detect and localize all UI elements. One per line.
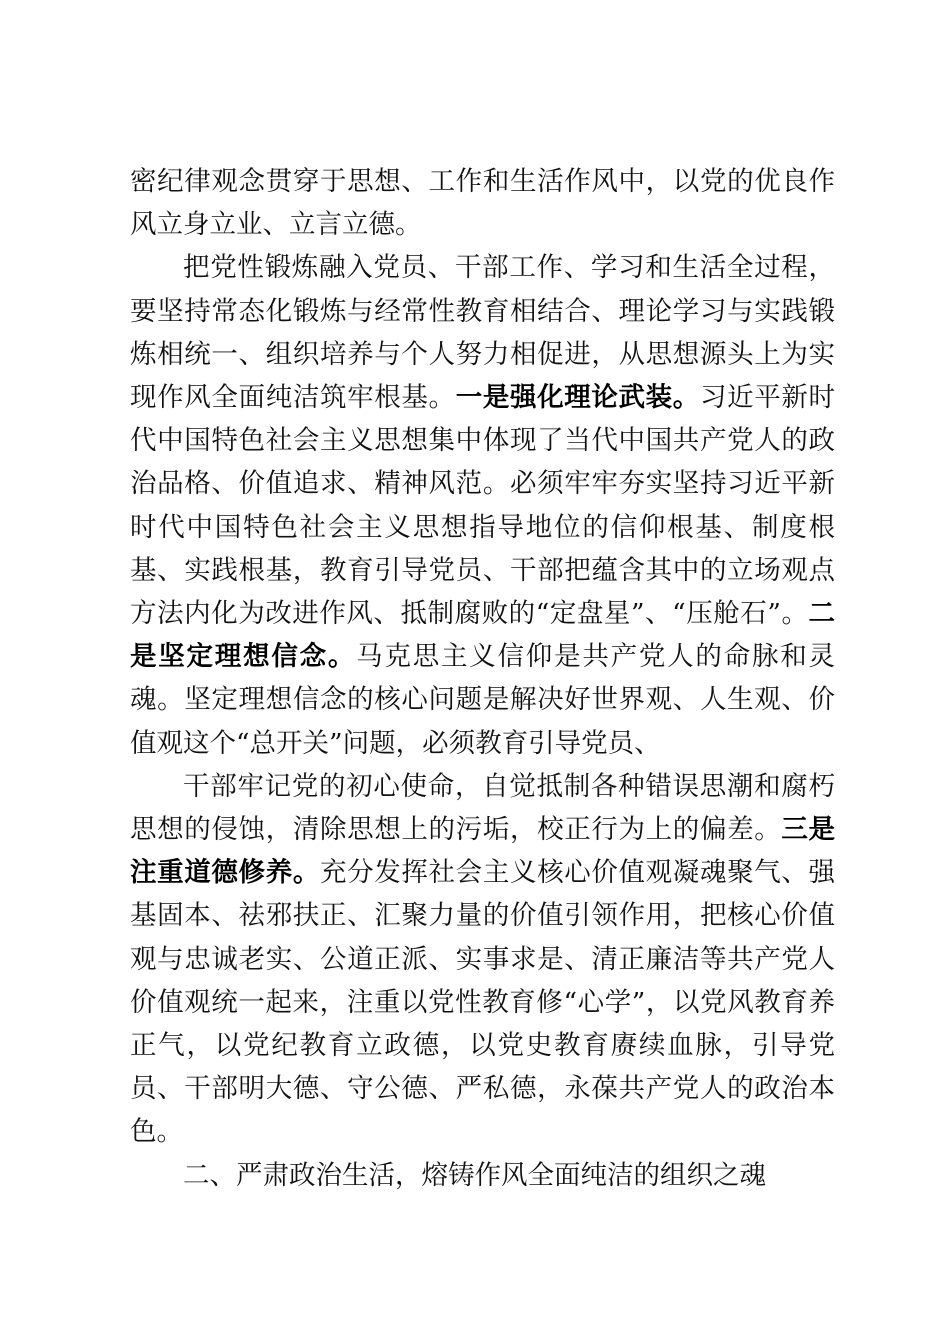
paragraph-3-intro: 干部牢记党的初心使命，自觉抵制各种错误思潮和腐朽思想的侵蚀，清除思想上的污垢，校正行为上的偏差。 <box>130 770 835 846</box>
section-heading-text: 二、严肃政治生活，熔铸作风全面纯洁的组织之魂 <box>183 1159 766 1191</box>
point-two-heading: 二是坚定理想信念。 <box>130 598 835 673</box>
point-one-text: 习近平新时代中国特色社会主义思想集中体现了当代中国共产党人的政治品格、价值追求、精神风范。必须牢牢夯实坚持习近平新时代中国特色社会主义思想指导地位的信仰根基、制度根基、实践根基，教育引导党员、干部把蕴含其中的立场观点方法内化为改进作风、抵制腐败的“定盘星”、“压舱石”。 <box>130 382 836 630</box>
paragraph-2 <box>130 246 835 764</box>
point-three-heading: 三是注重道德修养。 <box>130 814 836 889</box>
paragraph-3 <box>130 765 835 1154</box>
point-three-text: 充分发挥社会主义核心价值观凝魂聚气、强基固本、祛邪扶正、汇聚力量的价值引领作用，把核心价值观与忠诚老实、公道正派、实事求是、清正廉洁等共产党人价值观统一起来，注重以党性教育修“心学”，以党风教育养正气，以党纪教育立政德，以党史教育赓续血脉，引导党员、干部明大德、守公德、严私德，永葆共产党人的政治本色。 <box>130 857 836 1148</box>
point-two-text: 马克思主义信仰是共产党人的命脉和灵魂。坚定理想信念的核心问题是解决好世界观、人生观、价值观这个“总开关”问题，必须教育引导党员、 <box>130 641 836 759</box>
section-heading <box>130 1154 835 1197</box>
paragraph-1 <box>130 160 835 246</box>
document-body <box>130 160 835 1197</box>
paragraph-1-text: 密纪律观念贯穿于思想、工作和生活作风中，以党的优良作风立身立业、立言立德。 <box>130 166 835 241</box>
paragraph-2-intro: 把党性锻炼融入党员、干部工作、学习和生活全过程，要坚持常态化锻炼与经常性教育相结合、理论学习与实践锻炼相统一、组织培养与个人努力相促进，从思想源头上为实现作风全面纯洁筑牢根基。 <box>130 252 835 414</box>
point-one-heading: 一是强化理论武装。 <box>455 382 700 414</box>
